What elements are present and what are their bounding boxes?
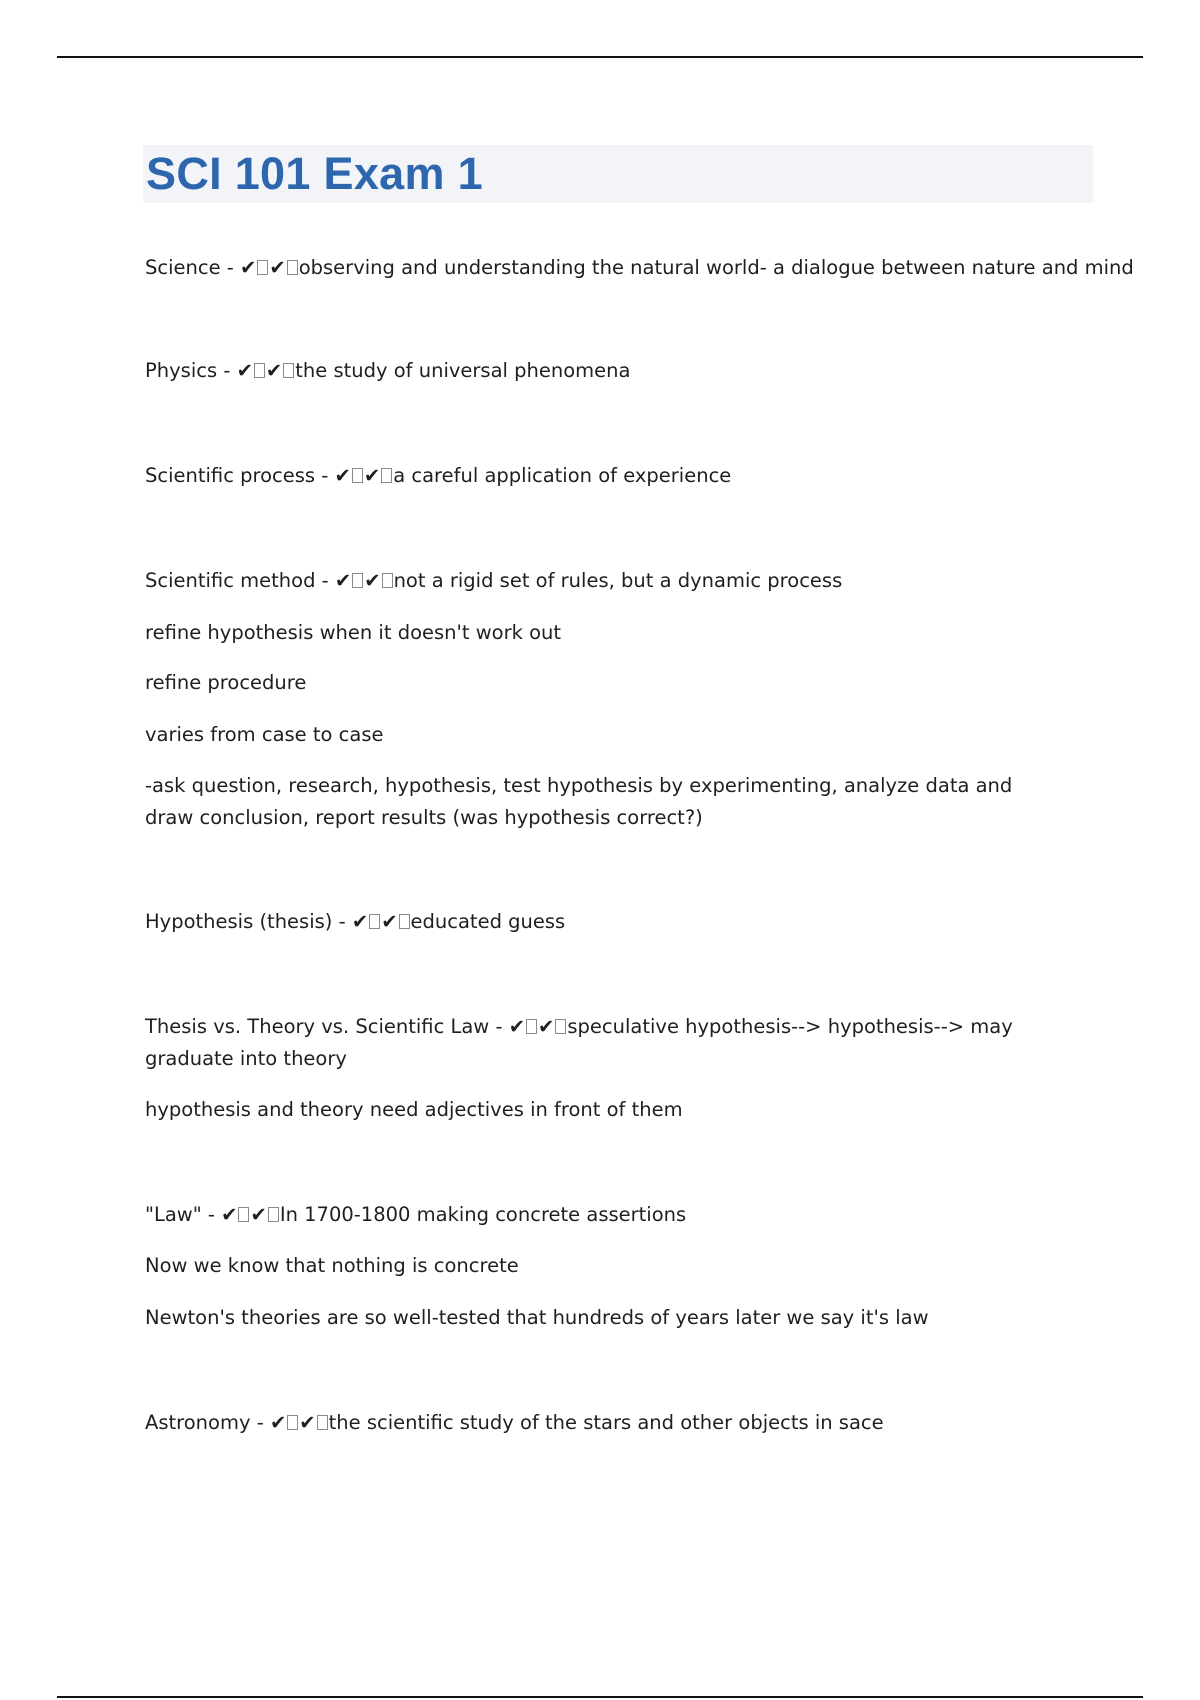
check-icon: ✔ — [221, 1203, 238, 1226]
entry-definition: observing and understanding the natural world- a dialogue between nature and mind — [298, 256, 1134, 279]
entry-term: Science — [145, 256, 221, 279]
check-icon: ✔ — [240, 256, 257, 279]
check-icon: ✔ — [351, 910, 369, 933]
box-glyph-icon — [381, 468, 392, 483]
check-icon: ✔ — [334, 464, 351, 487]
entry-definition: the study of universal phenomena — [295, 359, 631, 382]
check-icon: ✔ — [364, 569, 381, 592]
entry-science: Science - ✔ ✔ observing and understanding the natural world- a dialogue between nature and mind — [145, 256, 1134, 279]
check-icon: ✔ — [269, 256, 286, 279]
box-glyph-icon — [555, 1019, 566, 1034]
box-glyph-icon — [369, 914, 380, 929]
entry-note: varies from case to case — [145, 723, 384, 746]
box-glyph-icon — [238, 1207, 249, 1222]
entry-definition: educated guess — [410, 910, 566, 933]
entry-astronomy: Astronomy - ✔ ✔ the scientific study of the stars and other objects in sace — [145, 1411, 884, 1434]
entry-scientific-method: Scientific method - ✔ ✔ not a rigid set of rules, but a dynamic process — [145, 569, 843, 592]
box-glyph-icon — [317, 1415, 328, 1430]
entry-definition: In 1700-1800 making concrete assertions — [279, 1203, 687, 1226]
check-icon: ✔ — [508, 1015, 526, 1038]
entry-law: "Law" - ✔ ✔ In 1700-1800 making concrete assertions — [145, 1203, 687, 1226]
box-glyph-icon — [382, 573, 393, 588]
check-icon: ✔ — [236, 359, 253, 382]
entry-term: "Law" — [145, 1203, 202, 1226]
entry-term: Thesis vs. Theory vs. Scientific Law — [145, 1015, 490, 1038]
box-glyph-icon — [257, 260, 268, 275]
entry-note: Newton's theories are so well-tested that hundreds of years later we say it's law — [145, 1306, 929, 1329]
box-glyph-icon — [287, 260, 298, 275]
entry-definition: a careful application of experience — [393, 464, 732, 487]
check-icon: ✔ — [299, 1411, 316, 1434]
entry-scientific-process: Scientific process - ✔ ✔ a careful application of experience — [145, 464, 732, 487]
entry-thesis-theory-law: Thesis vs. Theory vs. Scientific Law - ✔ ✔ speculative hypothesis--> hypothesis--> may graduate into theory — [145, 1015, 1013, 1070]
box-glyph-icon — [399, 914, 410, 929]
check-icon: ✔ — [269, 1411, 287, 1434]
entry-term: Scientific process — [145, 464, 316, 487]
entry-hypothesis: Hypothesis (thesis) - ✔ ✔ educated guess — [145, 910, 566, 933]
entry-note: Now we know that nothing is concrete — [145, 1254, 519, 1277]
entry-term: Hypothesis (thesis) — [145, 910, 333, 933]
check-icon: ✔ — [363, 464, 381, 487]
check-icon: ✔ — [265, 359, 283, 382]
entry-physics: Physics - ✔ ✔ the study of universal phenomena — [145, 359, 631, 382]
entry-definition: speculative hypothesis--> hypothesis--> may graduate into theory — [145, 1015, 1013, 1070]
entry-term: Physics — [145, 359, 218, 382]
entry-definition: not a rigid set of rules, but a dynamic process — [393, 569, 843, 592]
check-icon: ✔ — [381, 910, 398, 933]
bottom-rule — [57, 1696, 1143, 1698]
entry-note: refine hypothesis when it doesn't work out — [145, 621, 562, 644]
box-glyph-icon — [352, 468, 363, 483]
entry-term: Astronomy — [145, 1411, 251, 1434]
page-title: SCI 101 Exam 1 — [146, 148, 483, 199]
box-glyph-icon — [526, 1019, 537, 1034]
box-glyph-icon — [283, 363, 294, 378]
entry-definition: the scientific study of the stars and other objects in sace — [328, 1411, 884, 1434]
check-icon: ✔ — [250, 1203, 267, 1226]
box-glyph-icon — [268, 1207, 279, 1222]
entry-note: hypothesis and theory need adjectives in front of them — [145, 1098, 683, 1121]
check-icon: ✔ — [334, 569, 352, 592]
entry-note: -ask question, research, hypothesis, test hypothesis by experimenting, analyze data and draw conclusion, report results (was hypothesis correct?) — [145, 774, 1013, 829]
entry-note: refine procedure — [145, 671, 307, 694]
entry-term: Scientific method — [145, 569, 316, 592]
box-glyph-icon — [287, 1415, 298, 1430]
check-icon: ✔ — [538, 1015, 555, 1038]
box-glyph-icon — [254, 363, 265, 378]
box-glyph-icon — [352, 573, 363, 588]
top-rule — [57, 56, 1143, 58]
